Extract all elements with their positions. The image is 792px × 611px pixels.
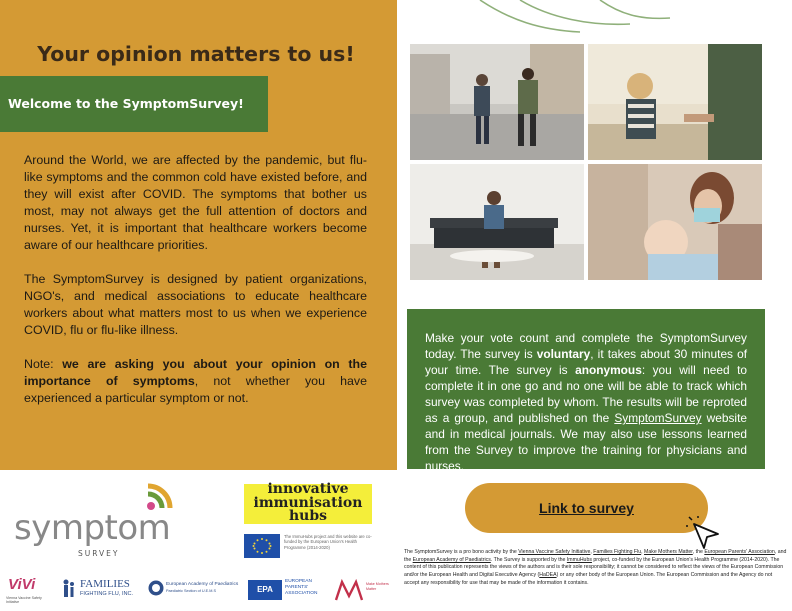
disclaimer-part: ) or any other body of the European Union. The European Commission and the Agency do not accept any responsibility for use that may be made of the information it contains. [404, 572, 773, 586]
epa-logo-line-2: PARENTS' [285, 585, 309, 590]
families-figures-icon [62, 578, 76, 600]
symptomsurvey-website-link[interactable]: SymptomSurvey [614, 411, 702, 425]
photo-mother-and-baby [588, 164, 762, 280]
symptom-logo-text: symptom [14, 508, 171, 548]
info-text-1: Make your vote count and complete the SymptomSurvey today. The survey is [425, 331, 747, 361]
photo-man-on-sofa [410, 164, 584, 280]
intro-paragraph-1: Around the World, we are affected by the pandemic, but flu-like symptoms and the common cold have existed before, and they will exist after COVID. The symptoms that bother us most, may not always get the full attention of doctors and nurses. Yet, it is important that healthcare workers become aware of our healthcare priorities. [24, 153, 367, 252]
eap-logo-line-2: Paediatric Section of U.E.M.S [166, 589, 217, 593]
vivi-logo-subtitle: Vienna Vaccine Safety Initiative [6, 596, 42, 604]
decorative-curves [470, 0, 792, 40]
epa-logo-line-3: ASSOCIATION [285, 591, 318, 596]
disclaimer-part: , [590, 549, 594, 555]
disclaimer-part: . The Survey is supported by the [490, 556, 567, 563]
eu-funding-note: The ImmuHubs project and this website are co-funded by the European Union's Health Programme (2014-2020) [284, 534, 372, 550]
partner-logos [0, 572, 400, 608]
make-mothers-matter-emblem-icon [334, 578, 364, 602]
note-emphasis: we are asking you about your opinion on the importance of symptoms [24, 357, 367, 388]
epa-logo-line-1: EUROPEAN [285, 579, 312, 584]
families-logo-line-2: FIGHTING FLU, INC. [80, 591, 134, 597]
intro-paragraph-2: The SymptomSurvey is designed by patient organizations, NGO's, and medical associations to educate healthcare workers about what matters most to us when we experience COVID, flu or flu-like illness. [24, 272, 367, 337]
survey-logo-text: SURVEY [78, 549, 120, 558]
link-vienna-vaccine-safety-initiative[interactable]: Vienna Vaccine Safety Initiative [518, 549, 591, 555]
link-to-survey-button[interactable]: Link to survey [465, 483, 708, 533]
photo-people-walking [410, 44, 584, 160]
info-text-3: : you will need to complete it in one go and no one will be able to track which survey was completed by whom. The results will be reproted as a group, and published on the [425, 363, 747, 425]
disclaimer-part: , [641, 549, 645, 555]
disclaimer-part: project, co-funded by the European Union's Health Programme (2014-2020). The content of this publication represents the views of the authors and is their sole responsibility; it cannot be considered to reflect the views of the European Commission and/or the European Health and Digital Executive Agency ( [404, 556, 784, 579]
anonymous-emphasis: anonymous [575, 363, 642, 377]
photo-child-and-parent [588, 44, 762, 160]
intro-text [24, 152, 367, 424]
link-families-fighting-flu[interactable]: Families Fighting Flu [593, 549, 642, 555]
pointer-cursor-icon [686, 516, 722, 550]
families-logo-line-1: FAMILIES [80, 578, 130, 590]
link-hadea[interactable]: HaDEA [539, 572, 557, 579]
note-prefix: Note: [24, 357, 63, 371]
disclaimer-part: The SymptomSurvey is a pro bono activity by the [404, 549, 519, 555]
make-mothers-matter-logo-text: Make Mothers Matter [366, 582, 389, 591]
eap-emblem-icon [148, 580, 164, 596]
info-text-2: , it takes about 30 minutes of your time. The survey is [425, 347, 748, 377]
info-text-4: website and in medical journals. We may also use lessons learned from the Survey to improve the training for physicians and nurses. [425, 411, 747, 473]
link-immuhubs[interactable]: ImmuHubs [566, 556, 592, 563]
eu-flag-icon [244, 534, 280, 558]
link-european-parents-association[interactable]: European Parents' Association [704, 549, 775, 555]
vivi-logo: ViVi [8, 576, 36, 593]
voluntary-emphasis: voluntary [536, 347, 591, 361]
survey-info-box [407, 309, 765, 473]
note-suffix: , not whether you have experienced a particular symptom or not. [24, 374, 367, 405]
disclaimer-text [404, 549, 787, 588]
intro-paragraph-3 [24, 356, 367, 407]
iih-logo-line-1: innovative [267, 481, 349, 497]
link-make-mothers-matter[interactable]: Make Mothers Matter [644, 549, 693, 555]
disclaimer-part: , and the [404, 549, 787, 563]
link-european-academy-of-paediatrics[interactable]: European Academy of Paediatrics [412, 556, 491, 563]
page-title: Your opinion matters to us! [37, 42, 355, 66]
epa-logo-mark: EPA [248, 580, 282, 600]
welcome-banner: Welcome to the SymptomSurvey! [0, 76, 268, 132]
iih-logo-line-2: immunisation hubs [253, 495, 363, 524]
disclaimer-part: , the [692, 549, 705, 555]
eap-logo-line-1: European Academy of Paediatrics [166, 582, 239, 587]
